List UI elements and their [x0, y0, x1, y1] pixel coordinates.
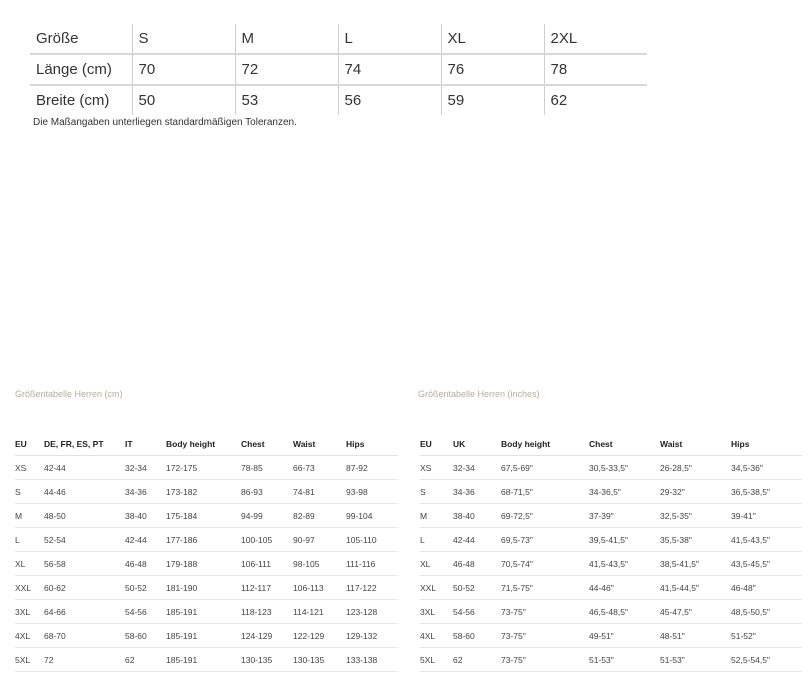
- table-cell: 32-34: [125, 456, 166, 480]
- table-cell: 41,5-44,5": [660, 576, 731, 600]
- table-cell: 124-129: [241, 624, 293, 648]
- table-cell: 111-116: [346, 552, 398, 576]
- table-row: [15, 624, 398, 648]
- table-cell: 179-188: [166, 552, 241, 576]
- table-row: [420, 480, 802, 504]
- table-cell: XXL: [420, 576, 453, 600]
- table-cell: 175-184: [166, 504, 241, 528]
- table-cell: 90-97: [293, 528, 346, 552]
- table-cell: 39-41": [731, 504, 802, 528]
- table-cell: XL: [420, 552, 453, 576]
- table-cell: 52-54: [44, 528, 125, 552]
- table-cell: 172-175: [166, 456, 241, 480]
- table-cell: S: [15, 480, 44, 504]
- table-cell: 44-46": [589, 576, 660, 600]
- table-cell: 74: [338, 54, 441, 85]
- mens-size-table-cm: [15, 433, 398, 672]
- table-row: [15, 552, 398, 576]
- table-cell: 42-44: [44, 456, 125, 480]
- table-cell: 70: [132, 54, 235, 85]
- table-cell: 118-123: [241, 600, 293, 624]
- table-cell: 46-48: [125, 552, 166, 576]
- table-cell: 2XL: [544, 24, 647, 54]
- table-cell: 106-111: [241, 552, 293, 576]
- table-cell: 100-105: [241, 528, 293, 552]
- table-cell: 73-75": [501, 600, 589, 624]
- table-cell: 34-36,5": [589, 480, 660, 504]
- table-cell: 4XL: [15, 624, 44, 648]
- table-cell: 5XL: [15, 648, 44, 672]
- table-cell: 122-129: [293, 624, 346, 648]
- size-row: [30, 54, 647, 85]
- table-cell: 5XL: [420, 648, 453, 672]
- table-cell: 129-132: [346, 624, 398, 648]
- table-cell: 52,5-54,5": [731, 648, 802, 672]
- table-cell: 123-128: [346, 600, 398, 624]
- table-row: [15, 528, 398, 552]
- table-cell: 117-122: [346, 576, 398, 600]
- table-cell: L: [420, 528, 453, 552]
- table-cell: M: [235, 24, 338, 54]
- table-row: [420, 504, 802, 528]
- cm-column-header: IT: [125, 433, 166, 456]
- inch-column-header: UK: [453, 433, 501, 456]
- table-cell: 69-72,5": [501, 504, 589, 528]
- table-row: [420, 600, 802, 624]
- table-cell: 32-34: [453, 456, 501, 480]
- table-cell: 99-104: [346, 504, 398, 528]
- table-cell: XL: [441, 24, 544, 54]
- table-cell: 38,5-41,5": [660, 552, 731, 576]
- size-row: [30, 24, 647, 54]
- table-cell: 74-81: [293, 480, 346, 504]
- cm-column-header: Hips: [346, 433, 398, 456]
- table-cell: 73-75": [501, 624, 589, 648]
- table-cell: 42-44: [125, 528, 166, 552]
- inch-column-header: Body height: [501, 433, 589, 456]
- table-cell: 69,5-73": [501, 528, 589, 552]
- table-cell: 177-186: [166, 528, 241, 552]
- table-cell: 72: [235, 54, 338, 85]
- table-cell: Größe: [30, 24, 132, 54]
- table-cell: 30,5-33,5": [589, 456, 660, 480]
- table-cell: 58-60: [453, 624, 501, 648]
- table-cell: 48-51": [660, 624, 731, 648]
- table-cell: 181-190: [166, 576, 241, 600]
- inch-column-header: EU: [420, 433, 453, 456]
- cm-column-header: EU: [15, 433, 44, 456]
- cm-column-header: Body height: [166, 433, 241, 456]
- inch-table-title: Größentabelle Herren (inches): [418, 389, 540, 399]
- table-cell: 34-36: [125, 480, 166, 504]
- table-row: [15, 600, 398, 624]
- table-cell: 59: [441, 85, 544, 115]
- cm-column-header: Waist: [293, 433, 346, 456]
- table-cell: 62: [125, 648, 166, 672]
- table-cell: 37-39": [589, 504, 660, 528]
- table-cell: 62: [544, 85, 647, 115]
- table-cell: 68-70: [44, 624, 125, 648]
- table-cell: 94-99: [241, 504, 293, 528]
- table-cell: 130-135: [293, 648, 346, 672]
- table-row: [15, 456, 398, 480]
- table-cell: 54-56: [125, 600, 166, 624]
- size-row: [30, 85, 647, 115]
- table-cell: 86-93: [241, 480, 293, 504]
- table-cell: 78-85: [241, 456, 293, 480]
- table-cell: 72: [44, 648, 125, 672]
- table-cell: 73-75": [501, 648, 589, 672]
- inch-column-header: Chest: [589, 433, 660, 456]
- table-cell: 185-191: [166, 600, 241, 624]
- table-cell: 50-52: [125, 576, 166, 600]
- table-cell: 185-191: [166, 624, 241, 648]
- table-cell: 56: [338, 85, 441, 115]
- table-cell: 53: [235, 85, 338, 115]
- table-cell: 34,5-36": [731, 456, 802, 480]
- inch-column-header: Hips: [731, 433, 802, 456]
- table-row: [420, 456, 802, 480]
- table-cell: 38-40: [453, 504, 501, 528]
- table-cell: 98-105: [293, 552, 346, 576]
- table-cell: 45-47,5": [660, 600, 731, 624]
- table-cell: XXL: [15, 576, 44, 600]
- table-cell: M: [420, 504, 453, 528]
- table-cell: 114-121: [293, 600, 346, 624]
- table-cell: 46,5-48,5": [589, 600, 660, 624]
- table-cell: 3XL: [15, 600, 44, 624]
- table-cell: 51-53": [589, 648, 660, 672]
- table-cell: 26-28,5": [660, 456, 731, 480]
- table-row: [420, 624, 802, 648]
- table-row: [420, 528, 802, 552]
- tolerance-note: Die Maßangaben unterliegen standardmäßigen Toleranzen.: [33, 117, 297, 128]
- size-length-width-table: [30, 24, 647, 115]
- table-cell: XL: [15, 552, 44, 576]
- table-cell: 35,5-38": [660, 528, 731, 552]
- table-row: [420, 576, 802, 600]
- table-cell: 50-52: [453, 576, 501, 600]
- table-cell: XS: [15, 456, 44, 480]
- table-cell: L: [15, 528, 44, 552]
- table-row: [15, 504, 398, 528]
- table-row: [15, 480, 398, 504]
- table-cell: 50: [132, 85, 235, 115]
- table-cell: 44-46: [44, 480, 125, 504]
- table-cell: 3XL: [420, 600, 453, 624]
- table-cell: 46-48: [453, 552, 501, 576]
- table-cell: 106-113: [293, 576, 346, 600]
- inch-column-header: Waist: [660, 433, 731, 456]
- table-cell: 36,5-38,5": [731, 480, 802, 504]
- table-cell: 68-71,5": [501, 480, 589, 504]
- table-cell: 64-66: [44, 600, 125, 624]
- table-cell: 56-58: [44, 552, 125, 576]
- table-row: [15, 648, 398, 672]
- table-cell: 46-48": [731, 576, 802, 600]
- table-cell: L: [338, 24, 441, 54]
- table-cell: 32,5-35": [660, 504, 731, 528]
- table-cell: 60-62: [44, 576, 125, 600]
- table-cell: 66-73: [293, 456, 346, 480]
- table-cell: 76: [441, 54, 544, 85]
- table-cell: 130-135: [241, 648, 293, 672]
- table-cell: Breite (cm): [36, 92, 110, 109]
- table-cell: 133-138: [346, 648, 398, 672]
- table-cell: 4XL: [420, 624, 453, 648]
- table-cell: Länge (cm): [30, 54, 132, 85]
- table-cell: 67,5-69": [501, 456, 589, 480]
- table-cell: 39,5-41,5": [589, 528, 660, 552]
- table-cell: S: [132, 24, 235, 54]
- table-cell: 82-89: [293, 504, 346, 528]
- table-cell: 29-32": [660, 480, 731, 504]
- table-cell: 93-98: [346, 480, 398, 504]
- table-cell: 38-40: [125, 504, 166, 528]
- table-row: [15, 576, 398, 600]
- table-cell: 87-92: [346, 456, 398, 480]
- table-cell: S: [420, 480, 453, 504]
- cm-table-title: Größentabelle Herren (cm): [15, 389, 123, 399]
- table-cell: 43,5-45,5": [731, 552, 802, 576]
- cm-column-header: DE, FR, ES, PT: [44, 433, 125, 456]
- table-cell: 48,5-50,5": [731, 600, 802, 624]
- table-row: [420, 648, 802, 672]
- table-cell: 70,5-74": [501, 552, 589, 576]
- mens-size-table-inches: [420, 433, 802, 672]
- table-cell: 71,5-75": [501, 576, 589, 600]
- table-cell: XS: [420, 456, 453, 480]
- table-cell: 41,5-43,5": [589, 552, 660, 576]
- table-cell: 112-117: [241, 576, 293, 600]
- table-cell: 173-182: [166, 480, 241, 504]
- table-cell: 105-110: [346, 528, 398, 552]
- table-cell: 78: [544, 54, 647, 85]
- table-cell: 51-52": [731, 624, 802, 648]
- table-cell: M: [15, 504, 44, 528]
- table-cell: 185-191: [166, 648, 241, 672]
- table-cell: 49-51": [589, 624, 660, 648]
- table-cell: 42-44: [453, 528, 501, 552]
- table-cell: 48-50: [44, 504, 125, 528]
- table-row: [420, 552, 802, 576]
- table-cell: 58-60: [125, 624, 166, 648]
- cm-column-header: Chest: [241, 433, 293, 456]
- table-cell: 41,5-43,5": [731, 528, 802, 552]
- table-cell: 62: [453, 648, 501, 672]
- table-cell: 54-56: [453, 600, 501, 624]
- table-cell: 51-53": [660, 648, 731, 672]
- table-cell: 34-36: [453, 480, 501, 504]
